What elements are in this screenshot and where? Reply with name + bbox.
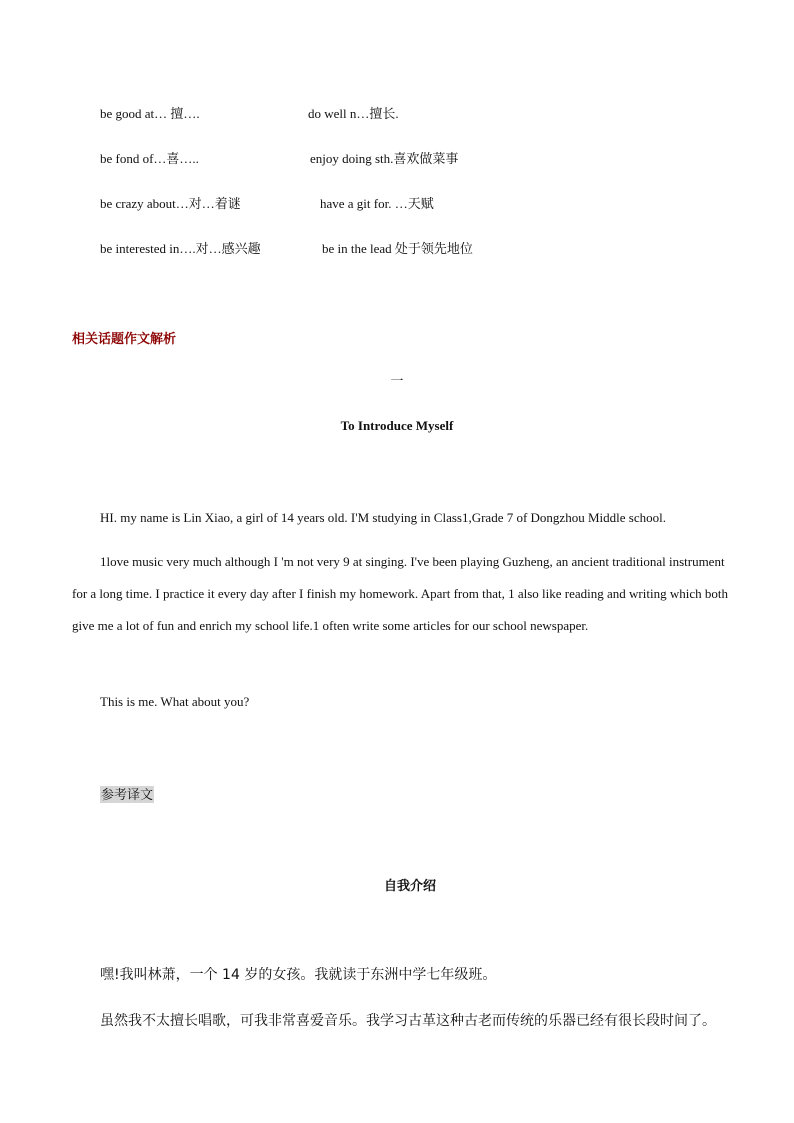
translation-title: 自我介绍: [384, 878, 437, 893]
essay-paragraph: HI. my name is Lin Xiao, a girl of 14 years old. I'M studying in Class1,Grade 7 of Dongzhou Middle school.: [100, 510, 666, 525]
vocab-phrase: be crazy about…对…着谜: [100, 196, 241, 211]
essay-title: To Introduce Myself: [340, 418, 454, 433]
translation-label: 参考译文: [101, 787, 154, 802]
vocab-phrase: be good at… 擅….: [100, 106, 200, 121]
translation-label-wrap: [100, 784, 154, 803]
translation-paragraph: 虽然我不太擅长唱歌，可我非常喜爱音乐。我学习古革这种古老而传统的乐器已经有很长段时间了。: [100, 1013, 716, 1029]
essay-paragraph: 1love music very much although I 'm not very 9 at singing. I've been playing Guzheng, an ancient traditional instrument for a long time. I practice it every day after I finish my homework. Apart from that, 1 also like reading and writing which both give me a lot of fun and enrich my school life.1 often write some articles for our school newspaper.: [72, 554, 728, 633]
translation-paragraph: 嘿!我叫林萧，一个 14 岁的女孩。我就读于东洲中学七年级班。: [100, 967, 497, 983]
vocab-phrase: be in the lead 处于领先地位: [322, 241, 473, 256]
vocab-phrase: have a git for. …天赋: [320, 196, 434, 211]
section-heading: 相关话题作文解析: [72, 331, 177, 346]
vocab-phrase: be fond of…喜…..: [100, 151, 199, 166]
essay-paragraph: This is me. What about you?: [100, 694, 250, 709]
vocab-phrase: enjoy doing sth.喜欢做菜事: [310, 151, 459, 166]
vocab-phrase: do well n…擅长.: [308, 106, 399, 121]
essay-number: 一: [390, 373, 404, 388]
vocab-phrase: be interested in….对…感兴趣: [100, 241, 261, 256]
